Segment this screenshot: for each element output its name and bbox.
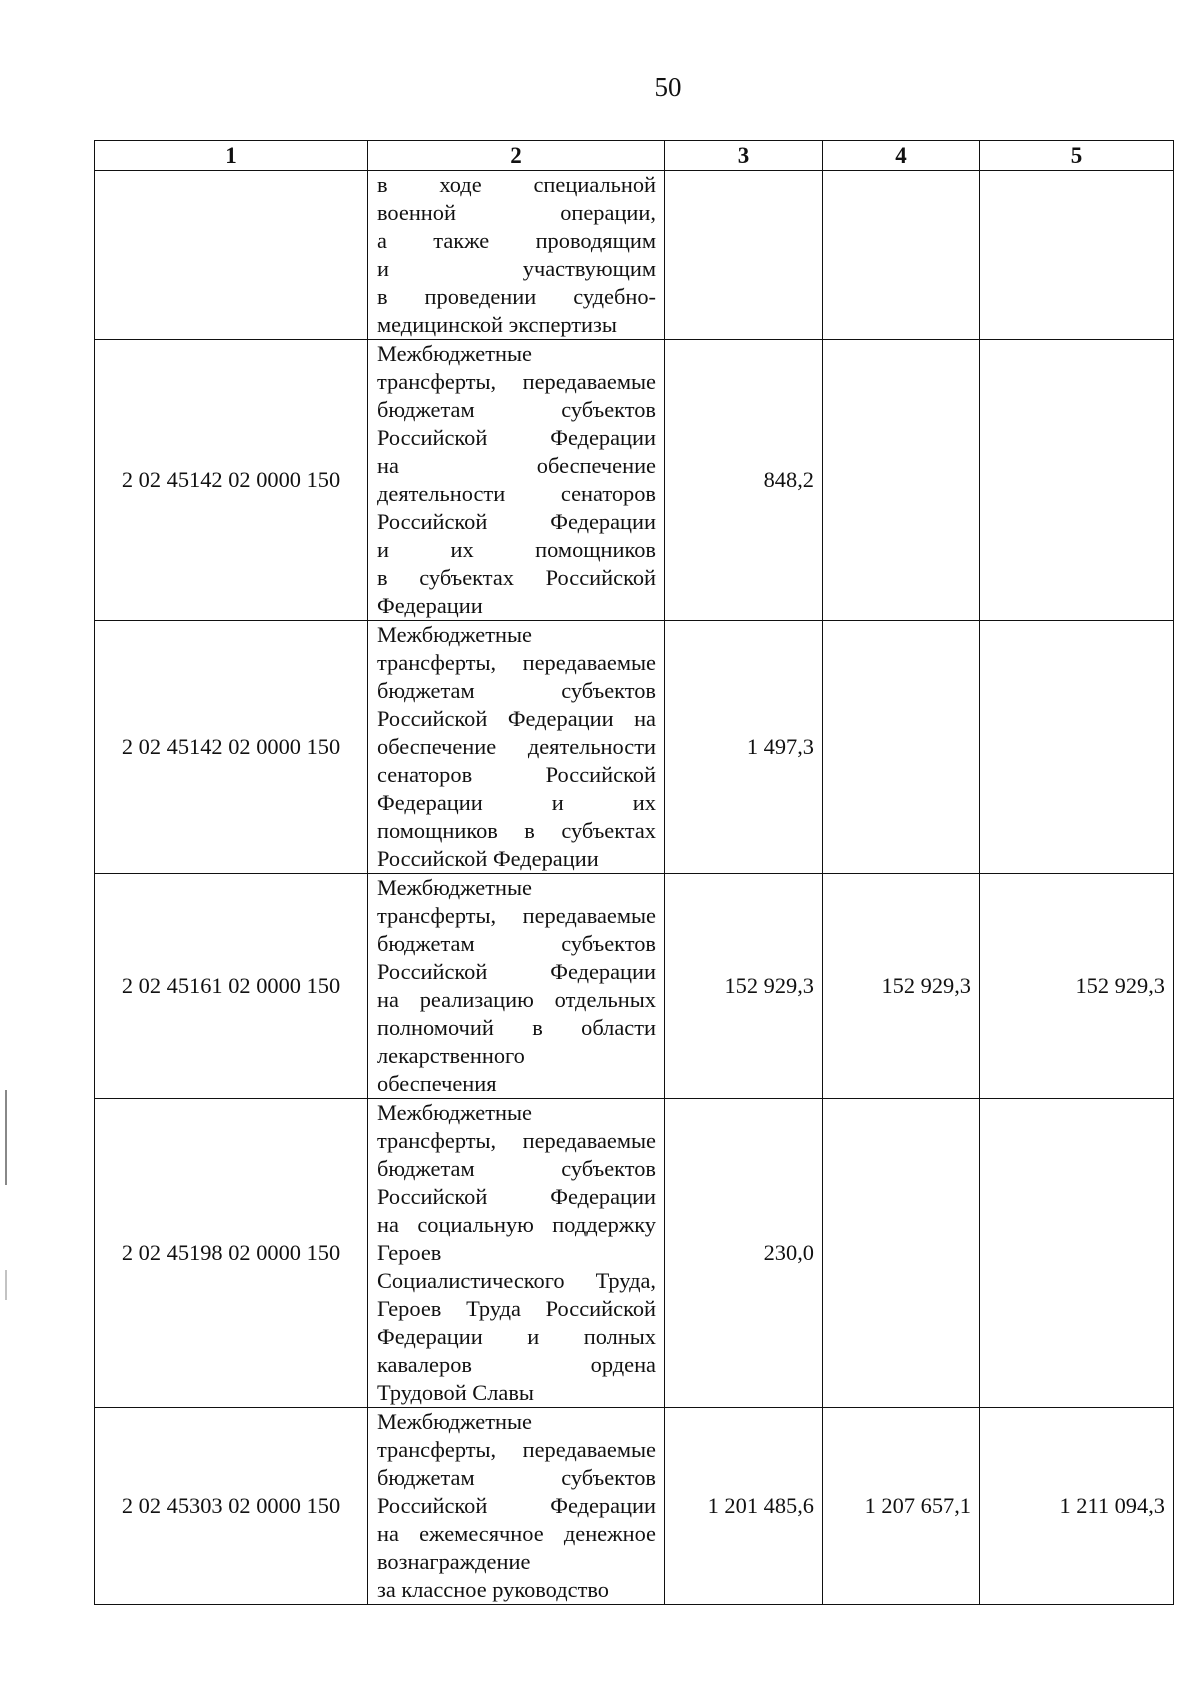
table-row (95, 874, 1174, 1099)
description-cell (368, 874, 665, 1099)
amount-col-5-cell: 152 929,3 (980, 874, 1174, 1099)
description-line: на обеспечение (377, 453, 656, 478)
description-line: Федерации и полных (377, 1324, 656, 1349)
amount-col-5-cell: 1 211 094,3 (980, 1408, 1174, 1605)
header-row (95, 141, 1174, 171)
header-col-2: 2 (368, 141, 665, 171)
description-line: трансферты, передаваемые (377, 1437, 656, 1462)
budget-code-cell: 2 02 45161 02 0000 150 (95, 874, 368, 1099)
description-line: Российской Федерации (377, 1493, 656, 1518)
description-line: в проведении судебно- (377, 284, 656, 309)
description-line: Героев (377, 1240, 442, 1265)
description-line: Российской Федерации на (377, 706, 656, 731)
description-line: трансферты, передаваемые (377, 1128, 656, 1153)
description-line: Российской Федерации (377, 846, 599, 871)
page-number: 50 (654, 72, 682, 102)
amount-col-3-cell: 848,2 (665, 340, 823, 621)
amount-col-3-cell (665, 171, 823, 340)
header-col-4: 4 (823, 141, 980, 171)
description-line: бюджетам субъектов (377, 678, 656, 703)
table-row (95, 340, 1174, 621)
budget-table (94, 140, 1174, 1605)
amount-col-4-cell (823, 171, 980, 340)
description-line: и их помощников (377, 537, 656, 562)
amount-col-5-cell (980, 1099, 1174, 1408)
description-line: сенаторов Российской (377, 762, 656, 787)
description-line: Межбюджетные (377, 1409, 532, 1434)
table-body (95, 171, 1174, 1605)
budget-code-cell: 2 02 45198 02 0000 150 (95, 1099, 368, 1408)
description-cell (368, 171, 665, 340)
table-row (95, 621, 1174, 874)
description-line: вознаграждение (377, 1549, 531, 1574)
amount-col-4-cell (823, 340, 980, 621)
budget-code-cell (95, 171, 368, 340)
description-line: за классное руководство (377, 1577, 609, 1602)
header-col-5: 5 (980, 141, 1174, 171)
description-line: на реализацию отдельных (377, 987, 656, 1012)
scan-artifact (5, 1270, 7, 1300)
amount-col-4-cell (823, 1099, 980, 1408)
description-cell (368, 1408, 665, 1605)
description-line: кавалеров ордена (377, 1352, 656, 1377)
description-line: обеспечения (377, 1071, 497, 1096)
description-line: полномочий в области (377, 1015, 656, 1040)
description-line: и участвующим (377, 256, 656, 281)
table-row (95, 171, 1174, 340)
description-line: Российской Федерации (377, 1184, 656, 1209)
description-line: Социалистического Труда, (377, 1268, 656, 1293)
description-line: Трудовой Славы (377, 1380, 534, 1405)
amount-col-4-cell: 1 207 657,1 (823, 1408, 980, 1605)
amount-col-3-cell: 230,0 (665, 1099, 823, 1408)
description-line: трансферты, передаваемые (377, 650, 656, 675)
table-row (95, 1099, 1174, 1408)
description-line: бюджетам субъектов (377, 931, 656, 956)
description-line: Российской Федерации (377, 425, 656, 450)
description-line: на ежемесячное денежное (377, 1521, 656, 1546)
description-line: Российской Федерации (377, 509, 656, 534)
description-line: военной операции, (377, 200, 656, 225)
description-line: помощников в субъектах (377, 818, 656, 843)
description-line: Федерации и их (377, 790, 656, 815)
amount-col-5-cell (980, 340, 1174, 621)
description-cell (368, 621, 665, 874)
amount-col-3-cell: 152 929,3 (665, 874, 823, 1099)
amount-col-5-cell (980, 621, 1174, 874)
budget-code-cell: 2 02 45142 02 0000 150 (95, 340, 368, 621)
description-line: Межбюджетные (377, 622, 532, 647)
budget-code-cell: 2 02 45303 02 0000 150 (95, 1408, 368, 1605)
description-line: лекарственного (377, 1043, 525, 1068)
amount-col-3-cell: 1 201 485,6 (665, 1408, 823, 1605)
scan-artifact (5, 1090, 7, 1185)
description-line: бюджетам субъектов (377, 1156, 656, 1181)
amount-col-5-cell (980, 171, 1174, 340)
description-line: деятельности сенаторов (377, 481, 656, 506)
description-line: бюджетам субъектов (377, 1465, 656, 1490)
description-line: трансферты, передаваемые (377, 369, 656, 394)
budget-code-cell: 2 02 45142 02 0000 150 (95, 621, 368, 874)
table-row (95, 1408, 1174, 1605)
description-line: Федерации (377, 593, 483, 618)
description-cell (368, 1099, 665, 1408)
description-line: в субъектах Российской (377, 565, 656, 590)
description-line: в ходе специальной (377, 172, 656, 197)
description-line: медицинской экспертизы (377, 312, 617, 337)
description-line: Межбюджетные (377, 875, 532, 900)
header-col-1: 1 (95, 141, 368, 171)
description-line: обеспечение деятельности (377, 734, 656, 759)
header-col-3: 3 (665, 141, 823, 171)
description-line: на социальную поддержку (377, 1212, 656, 1237)
description-line: бюджетам субъектов (377, 397, 656, 422)
description-line: Межбюджетные (377, 341, 532, 366)
description-line: Российской Федерации (377, 959, 656, 984)
description-line: Межбюджетные (377, 1100, 532, 1125)
description-line: трансферты, передаваемые (377, 903, 656, 928)
amount-col-3-cell: 1 497,3 (665, 621, 823, 874)
amount-col-4-cell: 152 929,3 (823, 874, 980, 1099)
description-line: а также проводящим (377, 228, 656, 253)
description-line: Героев Труда Российской (377, 1296, 656, 1321)
description-cell (368, 340, 665, 621)
amount-col-4-cell (823, 621, 980, 874)
